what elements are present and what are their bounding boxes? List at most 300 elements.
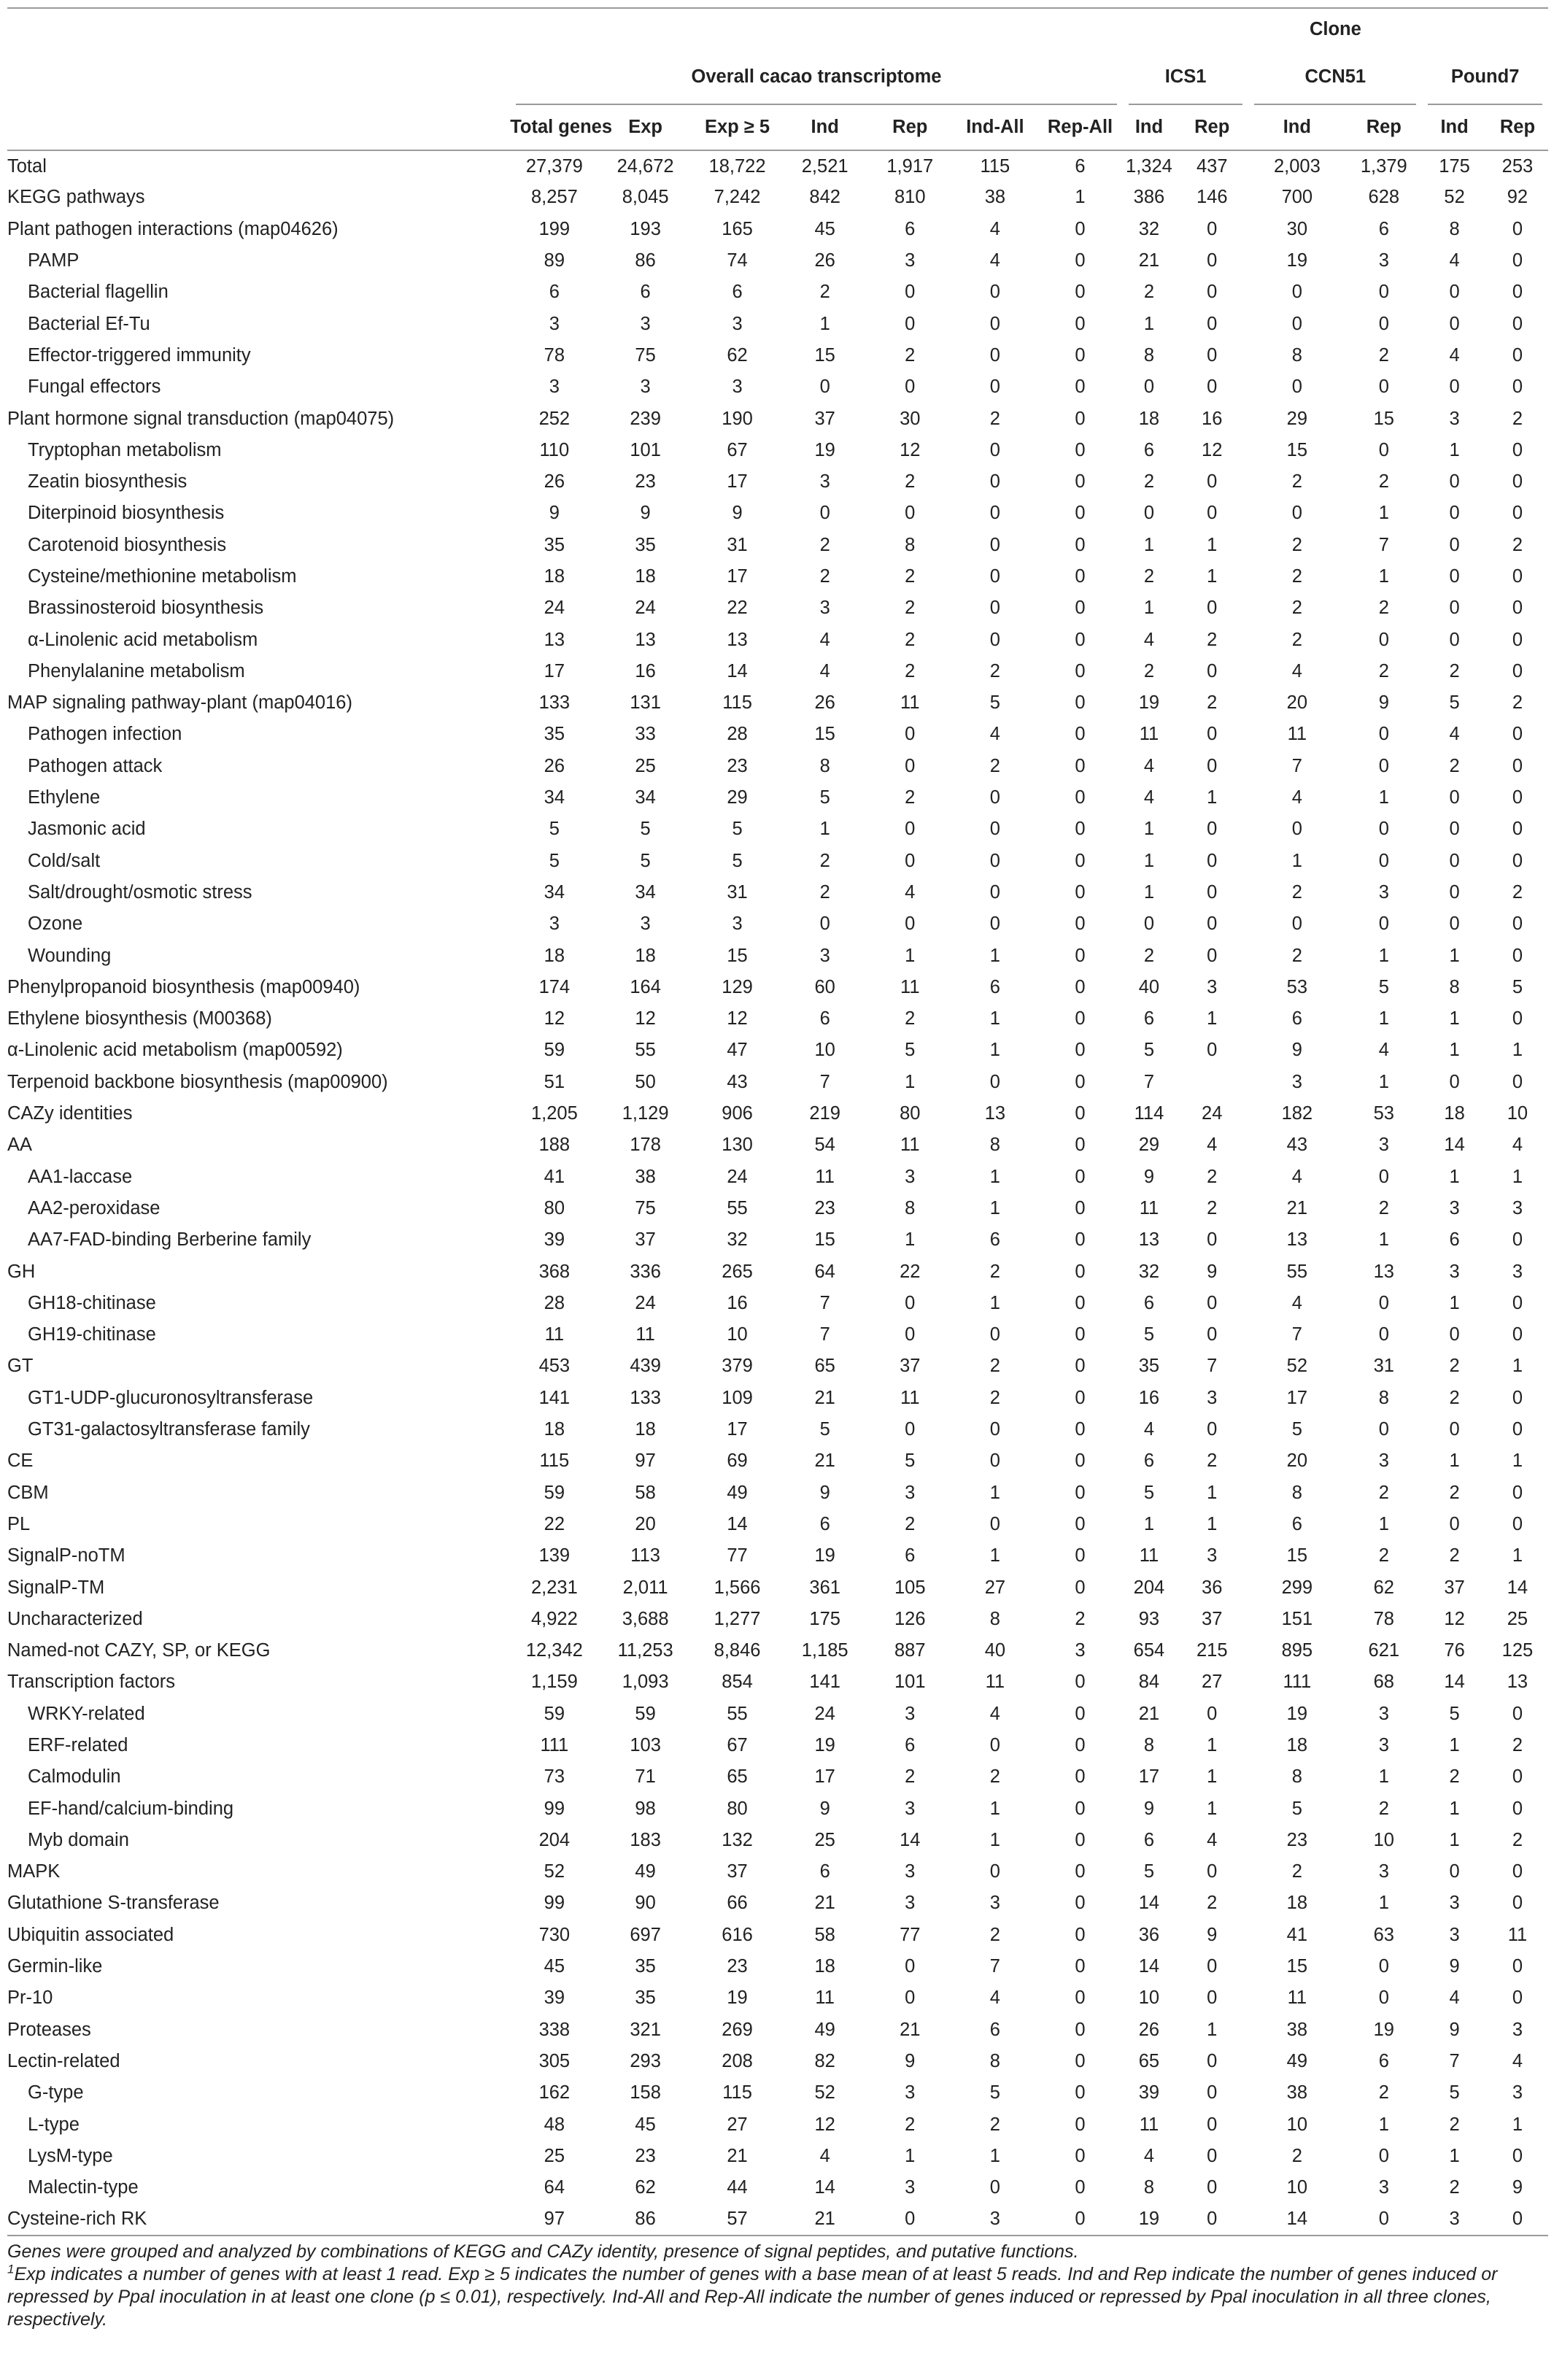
table-cell: 0 [1449, 566, 1460, 587]
table-cell: 6 [1075, 155, 1086, 177]
table-cell: 1,566 [714, 1577, 761, 1598]
table-cell: 129 [722, 976, 753, 997]
table-cell: 37 [1444, 1577, 1465, 1598]
table-cell: 0 [1291, 282, 1302, 303]
table-cell: 11 [1287, 1987, 1307, 2009]
row-label: Bacterial Ef-Tu [28, 313, 150, 334]
table-cell: 9 [1449, 2019, 1460, 2040]
table-cell: 54 [814, 1135, 835, 1156]
table-cell: 31 [727, 534, 748, 555]
table-cell: 71 [635, 1766, 656, 1788]
table-cell: 11 [1507, 1924, 1528, 1945]
table-cell: 1 [1143, 850, 1155, 871]
row-label: Plant pathogen interactions (map04626) [7, 218, 339, 239]
table-cell: 621 [1368, 1640, 1400, 1661]
table-row [7, 1699, 1548, 1730]
table-row [7, 561, 1548, 592]
table-row [7, 1888, 1548, 1919]
row-label: AA7-FAD-binding Berberine family [28, 1229, 312, 1251]
table-cell: 0 [1075, 850, 1086, 871]
table-row [7, 1951, 1548, 1982]
table-cell: 2 [1449, 1482, 1460, 1503]
table-cell: 0 [1449, 629, 1460, 650]
table-cell: 0 [989, 1071, 1000, 1092]
table-cell: 219 [809, 1103, 840, 1124]
table-cell: 139 [538, 1545, 571, 1566]
table-cell: 2 [1512, 534, 1523, 555]
row-label: Malectin-type [28, 2177, 139, 2198]
table-cell: 20 [635, 1513, 656, 1534]
table-cell: 0 [905, 724, 916, 745]
table-cell: 0 [1075, 1734, 1086, 1755]
table-cell: 133 [538, 692, 571, 714]
table-row [7, 1509, 1548, 1540]
table-cell: 36 [1138, 1924, 1160, 1945]
table-cell: 1 [1291, 850, 1302, 871]
table-row [7, 1730, 1548, 1761]
table-cell: 8 [905, 1197, 916, 1218]
table-cell: 3 [953, 2203, 1038, 2235]
table-row [7, 751, 1548, 782]
table-cell: 64 [814, 1261, 835, 1282]
table-cell: 15 [1373, 408, 1394, 429]
table-cell: 16 [635, 660, 656, 681]
table-cell: 0 [1512, 787, 1523, 808]
table-cell: 0 [1075, 881, 1086, 903]
table-cell: 3 [1449, 1261, 1460, 1282]
table-cell: 2 [905, 2114, 916, 2135]
table-cell: 0 [1512, 629, 1523, 650]
row-label: Cysteine/methionine metabolism [28, 566, 297, 587]
table-cell: 111 [540, 1734, 569, 1755]
table-cell: 0 [1378, 282, 1389, 303]
table-cell: 204 [1133, 1577, 1165, 1598]
table-cell: 906 [722, 1103, 753, 1124]
column-header: Ind [1123, 105, 1175, 150]
table-cell: 31 [727, 881, 748, 903]
table-cell: 2 [1291, 881, 1302, 903]
column-header: Ind [1248, 105, 1345, 150]
table-cell: 27 [727, 2114, 748, 2135]
table-cell: 0 [1512, 503, 1523, 524]
table-cell: 0 [1378, 819, 1389, 840]
table-cell: 4 [1143, 2145, 1155, 2166]
table-cell: 3 [819, 945, 830, 966]
table-cell: 6 [905, 1734, 916, 1755]
table-cell: 2 [1207, 629, 1218, 650]
table-cell: 2 [905, 1513, 916, 1534]
table-row [7, 1288, 1548, 1319]
row-label: GT1-UDP-glucuronosyltransferase [28, 1387, 314, 1408]
table-cell: 1 [1378, 2114, 1389, 2135]
table-cell: 0 [989, 1861, 1000, 1882]
table-cell: 9 [1449, 1956, 1460, 1977]
table-cell: 8 [819, 755, 830, 776]
table-cell: 16 [727, 1292, 748, 1313]
table-cell: 34 [635, 881, 656, 903]
table-cell: 6 [549, 282, 560, 303]
table-cell: 2 [1378, 1197, 1389, 1218]
table-cell: 146 [1196, 187, 1228, 208]
table-cell: 6 [732, 282, 743, 303]
table-cell: 18 [1138, 408, 1160, 429]
table-cell: 67 [727, 1734, 748, 1755]
table-cell: 1 [1512, 2114, 1523, 2135]
table-cell: 0 [1449, 1513, 1460, 1534]
table-cell: 0 [1512, 1893, 1523, 1914]
table-cell: 2 [1207, 1893, 1218, 1914]
table-cell: 8 [1291, 344, 1302, 366]
table-cell: 5 [989, 692, 1000, 714]
table-cell: 4,922 [530, 1608, 578, 1629]
table-cell: 0 [1207, 724, 1218, 745]
table-cell: 1 [1207, 2019, 1218, 2040]
table-cell: 82 [814, 2050, 835, 2071]
table-cell: 1 [1512, 1450, 1523, 1472]
table-cell: 7 [1291, 755, 1302, 776]
table-cell: 0 [1143, 376, 1155, 398]
table-cell: 23 [814, 1197, 835, 1218]
table-cell: 0 [1075, 1166, 1086, 1187]
table-cell: 11 [900, 976, 920, 997]
row-label: AA2-peroxidase [28, 1197, 161, 1218]
table-cell: 0 [989, 471, 1000, 492]
table-cell: 14 [1138, 1893, 1160, 1914]
table-cell: 0 [1449, 1419, 1460, 1440]
table-cell: 86 [598, 2203, 692, 2235]
table-cell: 2 [1378, 1545, 1389, 1566]
table-cell: 1 [819, 819, 830, 840]
table-cell: 10 [1286, 2177, 1308, 2198]
table-cell: 132 [722, 1829, 753, 1850]
row-label: Phenylalanine metabolism [28, 660, 245, 681]
table-cell: 8 [1143, 344, 1155, 366]
table-cell: 5 [1449, 1703, 1460, 1724]
table-cell: 5 [819, 787, 830, 808]
table-cell: 15 [1286, 1545, 1308, 1566]
table-cell: 11 [900, 692, 920, 714]
table-cell: 24,672 [616, 155, 674, 177]
table-cell: 35 [544, 534, 565, 555]
table-row [7, 1572, 1548, 1603]
table-cell: 6 [989, 976, 1000, 997]
table-cell: 4 [819, 660, 830, 681]
table-cell: 37 [727, 1861, 748, 1882]
table-cell: 13 [727, 629, 748, 650]
table-cell: 7 [819, 1324, 830, 1345]
table-cell: 0 [1075, 503, 1086, 524]
table-cell: 21 [1286, 1197, 1308, 1218]
table-cell: 5 [1143, 1482, 1155, 1503]
table-cell: 11 [544, 1324, 565, 1345]
table-cell: 2 [1512, 881, 1523, 903]
table-cell: 4 [989, 250, 1000, 271]
table-cell: 14 [1444, 1135, 1465, 1156]
table-row [7, 1635, 1548, 1666]
table-cell: 0 [1207, 218, 1218, 239]
table-cell: 2 [989, 1356, 1000, 1377]
table-cell: 0 [1291, 819, 1302, 840]
column-header: Ind [782, 105, 867, 150]
table-cell: 0 [1449, 850, 1460, 871]
table-cell: 2 [1449, 2177, 1460, 2198]
table-cell: 0 [905, 376, 916, 398]
table-cell: 2 [1378, 1482, 1389, 1503]
table-cell: 2 [989, 660, 1000, 681]
table-cell: 3 [1512, 1261, 1523, 1282]
table-cell: 0 [1143, 913, 1155, 935]
table-cell: 175 [809, 1608, 840, 1629]
table-cell: 0 [1449, 1324, 1460, 1345]
table-cell: 15 [814, 344, 835, 366]
table-cell: 8,846 [714, 1640, 761, 1661]
table-cell: 4 [1449, 344, 1460, 366]
table-cell: 115 [539, 1450, 570, 1472]
table-cell: 6 [1291, 1008, 1302, 1029]
footnote-text: Exp indicates a number of genes with at least 1 read. Exp ≥ 5 indicates the number of genes with a base mean of at least 5 reads. Ind and Rep indicate the number of genes induced or repressed by Ppal inoculation in at least one clone (p ≤ 0.01), respectively. Ind-All and Rep-All indicate the number of genes induced or repressed by Ppal inoculation in all three clones, respectively. [7, 2263, 1498, 2330]
table-cell: 63 [1373, 1924, 1394, 1945]
column-header: Ind-All [953, 105, 1038, 150]
table-cell: 3 [905, 1893, 916, 1914]
table-cell: 3 [1378, 1703, 1389, 1724]
table-cell: 0 [905, 913, 916, 935]
table-cell: 1 [1143, 313, 1155, 334]
table-cell: 0 [1075, 218, 1086, 239]
table-row [7, 182, 1548, 213]
table-cell: 0 [1512, 1292, 1523, 1313]
table-cell: 38 [984, 187, 1006, 208]
table-cell: 111 [1283, 1672, 1312, 1693]
table-cell: 15 [814, 724, 835, 745]
table-row [7, 1793, 1548, 1824]
table-cell: 62 [727, 344, 748, 366]
table-cell: 204 [538, 1829, 571, 1850]
table-cell: 4 [819, 629, 830, 650]
table-cell: 38 [1286, 2019, 1308, 2040]
table-cell: 1 [1207, 787, 1218, 808]
table-cell: 0 [1075, 566, 1086, 587]
row-label: Myb domain [28, 1829, 129, 1850]
table-cell: 22 [544, 1513, 565, 1534]
row-label: Total [7, 155, 47, 177]
table-cell: 8,045 [622, 187, 669, 208]
table-cell: 174 [538, 976, 571, 997]
table-cell: 0 [1207, 1987, 1218, 2009]
table-cell: 0 [1449, 282, 1460, 303]
table-cell: 3 [1449, 1197, 1460, 1218]
table-cell: 0 [1075, 408, 1086, 429]
table-cell: 141 [809, 1672, 840, 1693]
table-cell: 0 [1512, 471, 1523, 492]
table-cell: 59 [635, 1703, 656, 1724]
table-cell: 0 [1075, 2050, 1086, 2071]
table-cell: 253 [1501, 155, 1534, 177]
table-cell: 53 [1286, 976, 1308, 997]
table-cell: 0 [1207, 250, 1218, 271]
table-cell: 1 [1207, 1734, 1218, 1755]
table-cell: 2 [1207, 1450, 1218, 1472]
row-label: Ethylene [28, 787, 101, 808]
table-cell: 14 [727, 1513, 748, 1534]
table-cell: 0 [1075, 1703, 1086, 1724]
table-cell: 17 [1138, 1766, 1160, 1788]
table-cell: 0 [1075, 1513, 1086, 1534]
table-cell: 1 [1143, 1513, 1155, 1534]
table-cell: 6 [1143, 1292, 1155, 1313]
table-row [7, 245, 1548, 277]
table-cell: 0 [1207, 313, 1218, 334]
table-cell: 379 [722, 1356, 753, 1377]
table-cell: 25 [635, 755, 656, 776]
column-header: Exp ≥ 5 [692, 105, 783, 150]
table-cell: 48 [544, 2114, 565, 2135]
table-cell: 6 [1291, 1513, 1302, 1534]
row-label: Ethylene biosynthesis (M00368) [7, 1008, 272, 1029]
table-cell: 0 [1512, 724, 1523, 745]
table-cell: 1 [1378, 1008, 1389, 1029]
table-cell: 68 [1373, 1672, 1394, 1693]
table-cell: 0 [989, 1419, 1000, 1440]
table-cell: 9 [1143, 1166, 1155, 1187]
table-cell: 38 [635, 1166, 656, 1187]
table-cell: 66 [727, 1893, 748, 1914]
table-cell: 0 [1487, 2203, 1548, 2235]
table-cell: 2 [905, 660, 916, 681]
table-cell: 616 [722, 1924, 753, 1945]
table-cell: 14 [727, 660, 748, 681]
row-label: MAPK [7, 1861, 61, 1882]
table-cell: 0 [1075, 1261, 1086, 1282]
table-cell: 2 [1378, 2082, 1389, 2103]
table-cell: 9 [732, 503, 743, 524]
table-cell: 730 [538, 1924, 571, 1945]
table-cell: 199 [538, 218, 571, 239]
table-cell: 18 [544, 566, 565, 587]
table-cell: 305 [538, 2050, 571, 2071]
table-cell: 321 [630, 2019, 661, 2040]
table-cell: 36 [1202, 1577, 1223, 1598]
table-cell: 4 [989, 724, 1000, 745]
table-cell: 3,688 [622, 1608, 669, 1629]
table-cell: 182 [1281, 1103, 1313, 1124]
table-cell: 0 [1512, 755, 1523, 776]
table-cell: 2 [1143, 566, 1155, 587]
table-cell: 18 [1444, 1103, 1465, 1124]
table-cell: 28 [727, 724, 748, 745]
table-cell: 2 [1449, 660, 1460, 681]
table-cell: 1 [1512, 1356, 1523, 1377]
table-cell: 1 [1378, 1766, 1389, 1788]
table-cell: 1 [1378, 566, 1389, 587]
table-cell: 3 [1207, 976, 1218, 997]
table-cell: 84 [1138, 1672, 1160, 1693]
table-cell: 2 [1143, 282, 1155, 303]
table-cell: 21 [1138, 1703, 1160, 1724]
table-cell: 0 [1207, 2145, 1218, 2166]
table-cell: 0 [1075, 250, 1086, 271]
table-cell: 0 [1207, 819, 1218, 840]
table-cell: 1 [905, 1229, 916, 1251]
table-cell: 38 [1286, 2082, 1308, 2103]
table-cell: 93 [1138, 1608, 1160, 1629]
table-cell: 2 [1207, 1197, 1218, 1218]
table-cell: 0 [1075, 1450, 1086, 1472]
table-cell: 1 [989, 1829, 1000, 1850]
table-cell: 4 [905, 881, 916, 903]
table-cell: 0 [1075, 1893, 1086, 1914]
table-cell: 0 [989, 313, 1000, 334]
table-cell: 109 [722, 1387, 753, 1408]
table-cell: 24 [544, 598, 565, 619]
table-row [7, 782, 1548, 814]
table-cell: 99 [544, 1893, 565, 1914]
table-cell: 23 [635, 2145, 656, 2166]
table-cell: 60 [814, 976, 835, 997]
table-cell: 59 [544, 1703, 565, 1724]
table-cell: 4 [989, 1987, 1000, 2009]
table-cell: 0 [1075, 1861, 1086, 1882]
table-cell: 5 [1449, 2082, 1460, 2103]
table-cell: 1 [905, 945, 916, 966]
table-cell: 2 [989, 408, 1000, 429]
table-cell: 0 [1378, 755, 1389, 776]
table-cell: 49 [635, 1861, 656, 1882]
table-cell: 75 [635, 344, 656, 366]
table-cell: 3 [1378, 1135, 1389, 1156]
table-cell: 0 [1449, 819, 1460, 840]
row-label: KEGG pathways [7, 187, 145, 208]
table-cell: 7 [819, 1071, 830, 1092]
table-cell: 77 [900, 1924, 921, 1945]
table-cell: 3 [549, 913, 560, 935]
table-cell: 5 [640, 819, 651, 840]
table-cell: 3 [1512, 2019, 1523, 2040]
table-cell: 97 [510, 2203, 598, 2235]
table-cell: 190 [722, 408, 753, 429]
table-cell: 0 [1075, 313, 1086, 334]
table-cell: 1 [1512, 1166, 1523, 1187]
table-cell: 0 [1075, 1229, 1086, 1251]
table-cell: 62 [1373, 1577, 1394, 1598]
table-cell: 0 [1512, 2145, 1523, 2166]
table-cell: 2 [1143, 660, 1155, 681]
table-cell: 0 [1075, 976, 1086, 997]
table-cell: 8 [1449, 218, 1460, 239]
table-cell: 151 [1281, 1608, 1313, 1629]
table-cell: 1,379 [1360, 155, 1407, 177]
table-cell: 2 [989, 1766, 1000, 1788]
table-cell: 3 [905, 1798, 916, 1819]
table-cell: 0 [1512, 313, 1523, 334]
table-row [7, 2014, 1548, 2046]
table-cell: 11 [815, 1166, 835, 1187]
clone-header: Clone [1309, 19, 1361, 39]
table-cell: 0 [1075, 1419, 1086, 1440]
table-row [7, 435, 1548, 466]
table-cell: 57 [692, 2203, 783, 2235]
table-cell: 3 [1291, 1071, 1302, 1092]
table-cell: 0 [1075, 282, 1086, 303]
table-cell: 24 [1202, 1103, 1223, 1124]
table-cell: 0 [867, 2203, 953, 2235]
table-cell: 110 [539, 439, 570, 460]
table-cell: 25 [544, 2145, 565, 2166]
table-cell: 2 [1143, 471, 1155, 492]
table-cell: 2 [1449, 1387, 1460, 1408]
table-row [7, 498, 1548, 529]
table-cell: 252 [538, 408, 571, 429]
table-cell: 13 [635, 629, 656, 650]
